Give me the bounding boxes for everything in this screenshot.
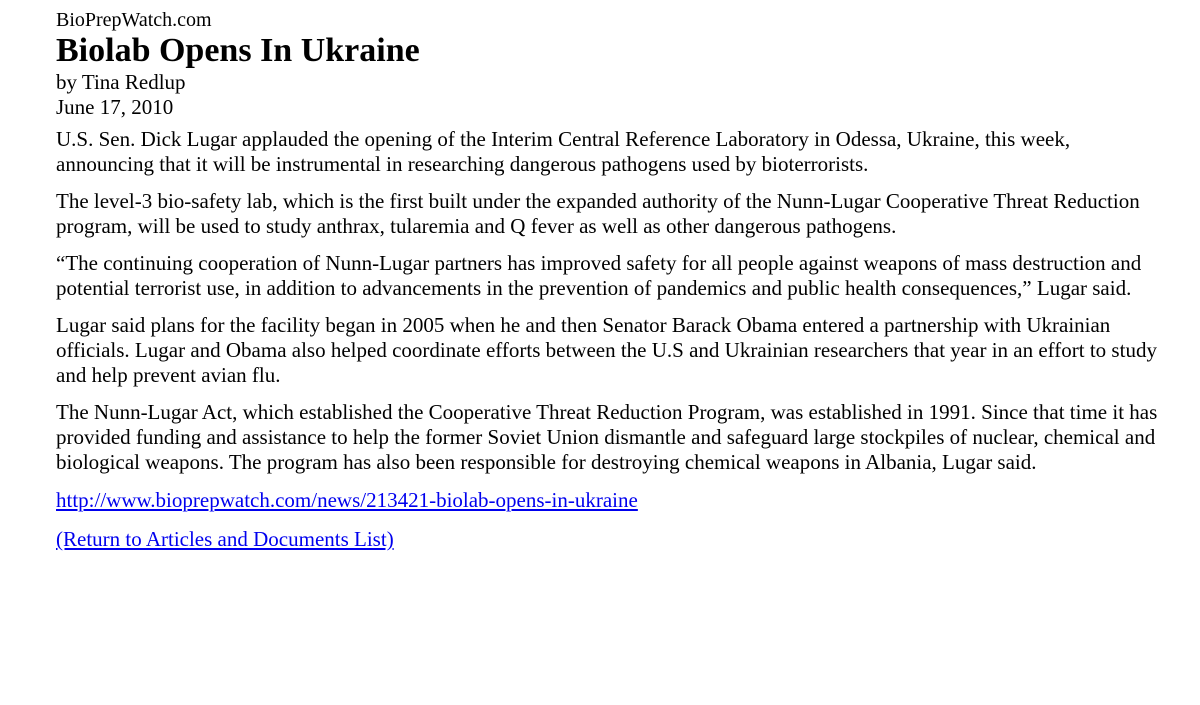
return-link-row [56,527,1166,552]
return-to-list-link[interactable]: (Return to Articles and Documents List) [56,527,394,551]
article-headline: Biolab Opens In Ukraine [56,32,420,69]
article-paragraph-2: The level-3 bio-safety lab, which is the first built under the expanded authority of the Nunn-Lugar Cooperative Threat Reduction program, will be used to study anthrax, tularemia and Q fever as well as other dangerous pathogens. [56,189,1140,238]
source-article-link[interactable]: http://www.bioprepwatch.com/news/213421-biolab-opens-in-ukraine [56,488,638,512]
article-paragraph-5: The Nunn-Lugar Act, which established the Cooperative Threat Reduction Program, was established in 1991. Since that time it has provided funding and assistance to help the former Soviet Union dismantle and safeguard large stockpiles of nuclear, chemical and biological weapons. The program has also been responsible for destroying chemical weapons in Albania, Lugar said. [56,400,1158,474]
publish-date: June 17, 2010 [56,95,174,119]
article-page [56,8,1166,552]
site-name: BioPrepWatch.com [56,9,212,31]
article-paragraph-1: U.S. Sen. Dick Lugar applauded the opening of the Interim Central Reference Laboratory in Odessa, Ukraine, this week, announcing that it will be instrumental in researching dangerous pathogens used by bioterrorists. [56,127,1071,176]
article-paragraph-3: “The continuing cooperation of Nunn-Lugar partners has improved safety for all people against weapons of mass destruction and potential terrorist use, in addition to advancements in the prevention of pandemics and public health consequences,” Lugar said. [56,251,1142,300]
byline: by Tina Redlup [56,70,186,94]
article-paragraph-4: Lugar said plans for the facility began in 2005 when he and then Senator Barack Obama entered a partnership with Ukrainian officials. Lugar and Obama also helped coordinate efforts between the U.S and Ukrainian researchers that year in an effort to study and help prevent avian flu. [56,313,1157,387]
source-link-row [56,488,1166,513]
